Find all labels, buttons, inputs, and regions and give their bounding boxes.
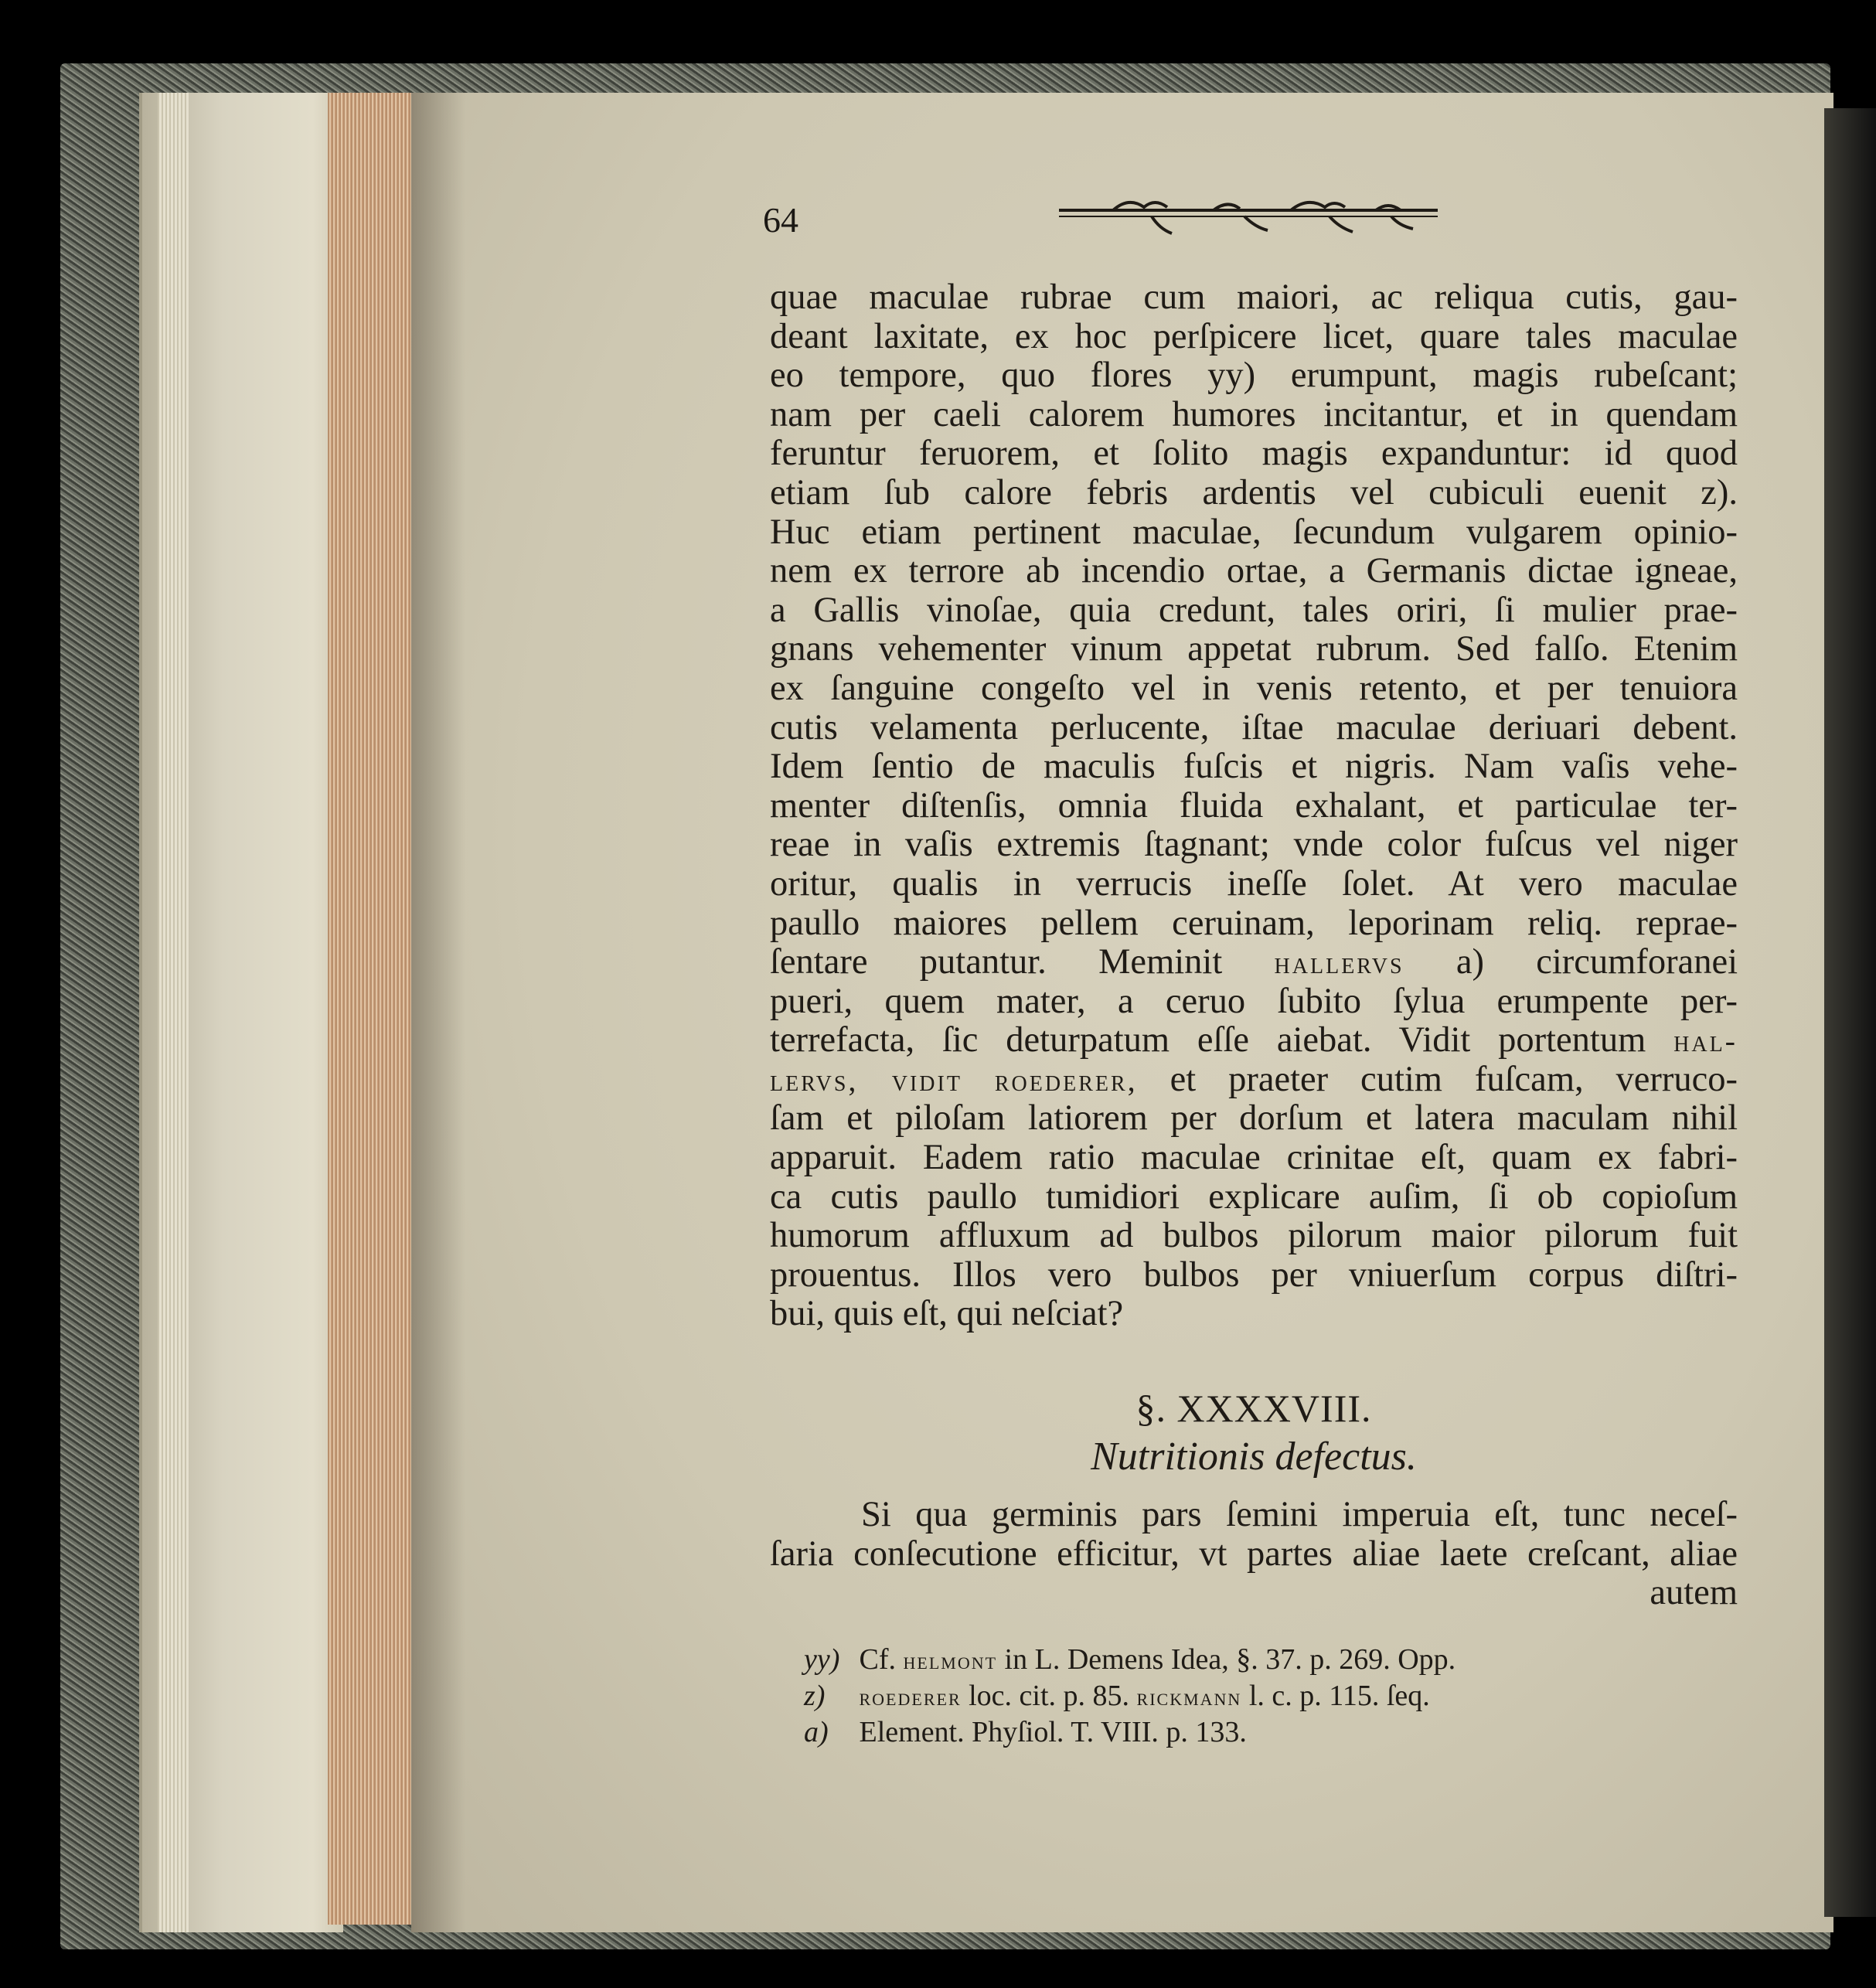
- footnote-text: in L. Demens Idea, §. 37. p. 269. Opp.: [1004, 1643, 1456, 1676]
- book-right-edge: [1824, 108, 1876, 1917]
- author-name: hallervs: [1274, 945, 1404, 981]
- text-line: oritur, qualis in verrucis ineſſe ſolet. At vero maculae: [770, 864, 1738, 904]
- author-name: roederer,: [994, 1062, 1138, 1098]
- text-line: a Gallis vinoſae, quia credunt, tales oriri, ſi mulier prae-: [770, 591, 1738, 630]
- gutter-shadow: [411, 93, 465, 1932]
- footnote-text: loc. cit. p. 85.: [969, 1680, 1130, 1712]
- footnote: [804, 1714, 1716, 1750]
- section-title: Nutritionis defectus.: [1091, 1435, 1417, 1479]
- text-line: menter diſtenſis, omnia fluida exhalant, et particulae ter-: [770, 786, 1738, 825]
- left-page-edge: [139, 93, 343, 1932]
- text-line: ſaria conſecutione efficitur, vt partes aliae laete creſcant, aliae: [770, 1534, 1738, 1574]
- text-line: pueri, quem mater, a ceruo ſubito ſylua erumpente per-: [770, 982, 1738, 1021]
- footnote-mark: z): [804, 1680, 826, 1712]
- text-line: etiam ſub calore febris ardentis vel cubiculi euenit z).: [770, 473, 1738, 512]
- footnote: [804, 1678, 1716, 1714]
- footnote-mark: a): [804, 1716, 829, 1748]
- section-number: §. XXXXVIII.: [1135, 1387, 1372, 1430]
- footnote-mark: yy): [804, 1643, 840, 1676]
- text-line: ca cutis paullo tumidiori explicare auſim, ſi ob copioſum: [770, 1177, 1738, 1217]
- text-line: Si qua germinis pars ſemini imperuia eſt, tunc neceſ-: [861, 1496, 1738, 1534]
- text-line: deant laxitate, ex hoc perſpicere licet, quare tales maculae: [770, 317, 1738, 356]
- text-line: eo tempore, quo flores yy) erumpunt, magis rubeſcant;: [770, 356, 1738, 396]
- text-line: Idem ſentio de maculis fuſcis et nigris. Nam vaſis vehe-: [770, 747, 1738, 787]
- text-line: Huc etiam pertinent maculae, ſecundum vulgarem opinio-: [770, 512, 1738, 552]
- footnote-text: l. c. p. 115. ſeq.: [1248, 1680, 1430, 1712]
- text-line: ex ſanguine congeſto vel in venis retento, et per tenuiora: [770, 669, 1738, 708]
- text-line: nam per caeli calorem humores incitantur, et in quendam: [770, 395, 1738, 434]
- footnote-text: Element. Phyſiol. T. VIII. p. 133.: [859, 1716, 1247, 1748]
- text-line: cutis velamenta perlucente, iſtae maculae deriuari debent.: [770, 708, 1738, 747]
- footnotes: [804, 1642, 1716, 1750]
- author-name: rickmann: [1136, 1683, 1242, 1711]
- text-fragment: et praeter cutim fuſcam, verruco-: [1170, 1060, 1738, 1099]
- text-line: [770, 1060, 1738, 1100]
- header-ornament-icon: [1059, 196, 1445, 238]
- text-line: ſam et piloſam latiorem per dorſum et latera maculam nihil: [770, 1099, 1738, 1139]
- page-number: 64: [763, 200, 798, 240]
- author-name: lervs, vidit: [770, 1062, 962, 1098]
- text-line: humorum affluxum ad bulbos pilorum maior pilorum fuit: [770, 1217, 1738, 1256]
- text-fragment: a) circumforanei: [1456, 943, 1738, 982]
- text-line: reae in vaſis extremis ſtagnant; vnde color fuſcus vel niger: [770, 825, 1738, 865]
- text-line: nem ex terrore ab incendio ortae, a Germanis dictae igneae,: [770, 552, 1738, 591]
- catchword: autem: [1650, 1574, 1738, 1613]
- author-name: helmont: [903, 1646, 998, 1674]
- footnote: [804, 1642, 1716, 1678]
- text-line: paullo maiores pellem ceruinam, leporinam reliq. reprae-: [770, 904, 1738, 943]
- text-line: [770, 943, 1738, 982]
- text-line: bui, quis eſt, qui neſciat?: [770, 1295, 1124, 1334]
- text-line: prouentus. Illos vero bulbos per vniuerſum corpus diſtri-: [770, 1255, 1738, 1295]
- text-fragment: ſentare putantur. Meminit: [770, 943, 1223, 982]
- footnote-text: Cf.: [859, 1643, 896, 1676]
- main-text: [770, 278, 1738, 1334]
- section-paragraph: [770, 1496, 1738, 1613]
- text-line: [770, 1021, 1738, 1060]
- author-name: roederer: [859, 1683, 962, 1711]
- text-line: quae maculae rubrae cum maiori, ac reliqua cutis, gau-: [770, 278, 1738, 317]
- author-name: hal-: [1673, 1023, 1738, 1059]
- text-fragment: terrefacta, ſic deturpatum eſſe aiebat. Vidit portentum: [770, 1021, 1646, 1060]
- page-stack-edges: [328, 93, 413, 1925]
- text-line: feruntur feruorem, et ſolito magis expanduntur: id quod: [770, 434, 1738, 474]
- text-line: gnans vehementer vinum appetat rubrum. Sed falſo. Etenim: [770, 630, 1738, 669]
- text-line: apparuit. Eadem ratio maculae crinitae eſt, quam ex fabri-: [770, 1139, 1738, 1178]
